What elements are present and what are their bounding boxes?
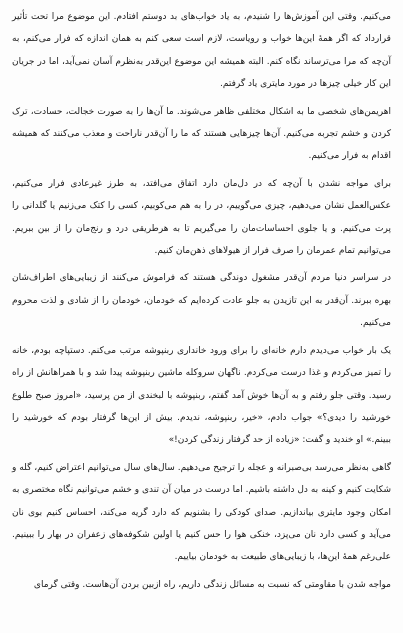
paragraph-5: یک بار خواب می‌دیدم دارم خانه‌ای را برای ورود خانداری ربنپوشه مرتب می‌کنم. دستپاچه بودم، خانه را تمیز می‌کردم و غذا درست می‌کردم. ناگهان سروکله ماشین ربنپوشه پیدا شد و با همراهانش از راه رسید. وقتی جلو رفتم و به آن‌ها خوش آمد گفتم، ربنپوشه با لبخندی از من پرسید، «امروز صبح طلوع خورشید را دیدی؟» جواب دادم، «خیر، ربنپوشه، ندیدم. بیش از این‌ها گرفتار بودم که خورشید را ببینم.» او خندید و گفت: «زیاده از حد گرفتار زندگی کردن!» (12, 345, 391, 446)
paragraph-4: در سراسر دنیا مردم آن‌قدر مشغول دوندگی هستند که فراموش می‌کنند از زیبایی‌های اطراف‌شان بهره ببرند. آن‌قدر به این تازیدن به جلو عادت کرده‌ایم که خودمان، خودمان را از شادی و لذت محروم می‌کنیم. (12, 273, 391, 329)
paragraph-2: اهریمن‌های شخصی ما به اشکال مختلفی ظاهر می‌شوند. ما آن‌ها را به صورت خجالت، حسادت، ترک کردن و خشم تجربه می‌کنیم. آن‌ها چیزهایی هستند که ما را آن‌قدر ناراحت و معذب می‌کنند که همیشه اقدام به فرار می‌کنیم. (12, 106, 391, 162)
paragraph-1: می‌کنیم. وقتی این آموزش‌ها را شنیدم، به یاد خواب‌های بد دوستم افتادم. این موضوع مرا تحت تأثیر قرارداد که اگر همهٔ این‌ها خواب و رویاست، لازم است سعی کنم به همان اندازه که فرار می‌کنم، به آن‌چه که مرا می‌ترساند نگاه کنم. البته همیشه این موضوع این‌قدر به‌نظرم آسان نمی‌آید، اما در جریان این کار خیلی چیزها در مورد مایتری یاد گرفتم. (12, 12, 391, 90)
paragraph-3: برای مواجه نشدن با آن‌چه که در دل‌مان دارد اتفاق می‌افتد، به طرز غیرعادی فرار می‌کنیم، عکس‌العمل نشان می‌دهیم، چیزی می‌گوییم، در را به هم می‌کوبیم، کسی را کتک می‌زنیم یا گلدانی را پرت می‌کنیم. و یا جلوی احساسات‌مان را می‌گیریم تا به هرطریقی درد و رنج‌مان را از بین ببریم. می‌توانیم تمام عمرمان را صرف فرار از هیولاهای ذهن‌مان کنیم. (12, 178, 391, 257)
paragraph-7: مواجه شدن با مقاومتی که نسبت به مسائل زندگی داریم، راه ازبین بردن آن‌هاست. وقتی گرمای (33, 579, 391, 590)
paragraph-6: گاهی به‌نظر می‌رسد بی‌صبرانه و عجله را ترجیح می‌دهیم. سال‌های سال می‌توانیم اعتراض کنیم، گله و شکایت کنیم و کینه به دل داشته باشیم. اما درست در میان آن تندی و خشم می‌توانیم نگاه مختصری به امکان وجود مایتری بیاندازیم. صدای کودکی را بشنویم که دارد گریه می‌کند، احساس کنیم بوی نان می‌آید و کسی دارد نان می‌پزد، خنکی هوا را حس کنیم یا اولین شکوفه‌های زعفران در بهار را ببینیم. علی‌رغم همهٔ این‌ها، با زیبایی‌های طبیعت به خودمان بیاییم. (12, 462, 391, 563)
